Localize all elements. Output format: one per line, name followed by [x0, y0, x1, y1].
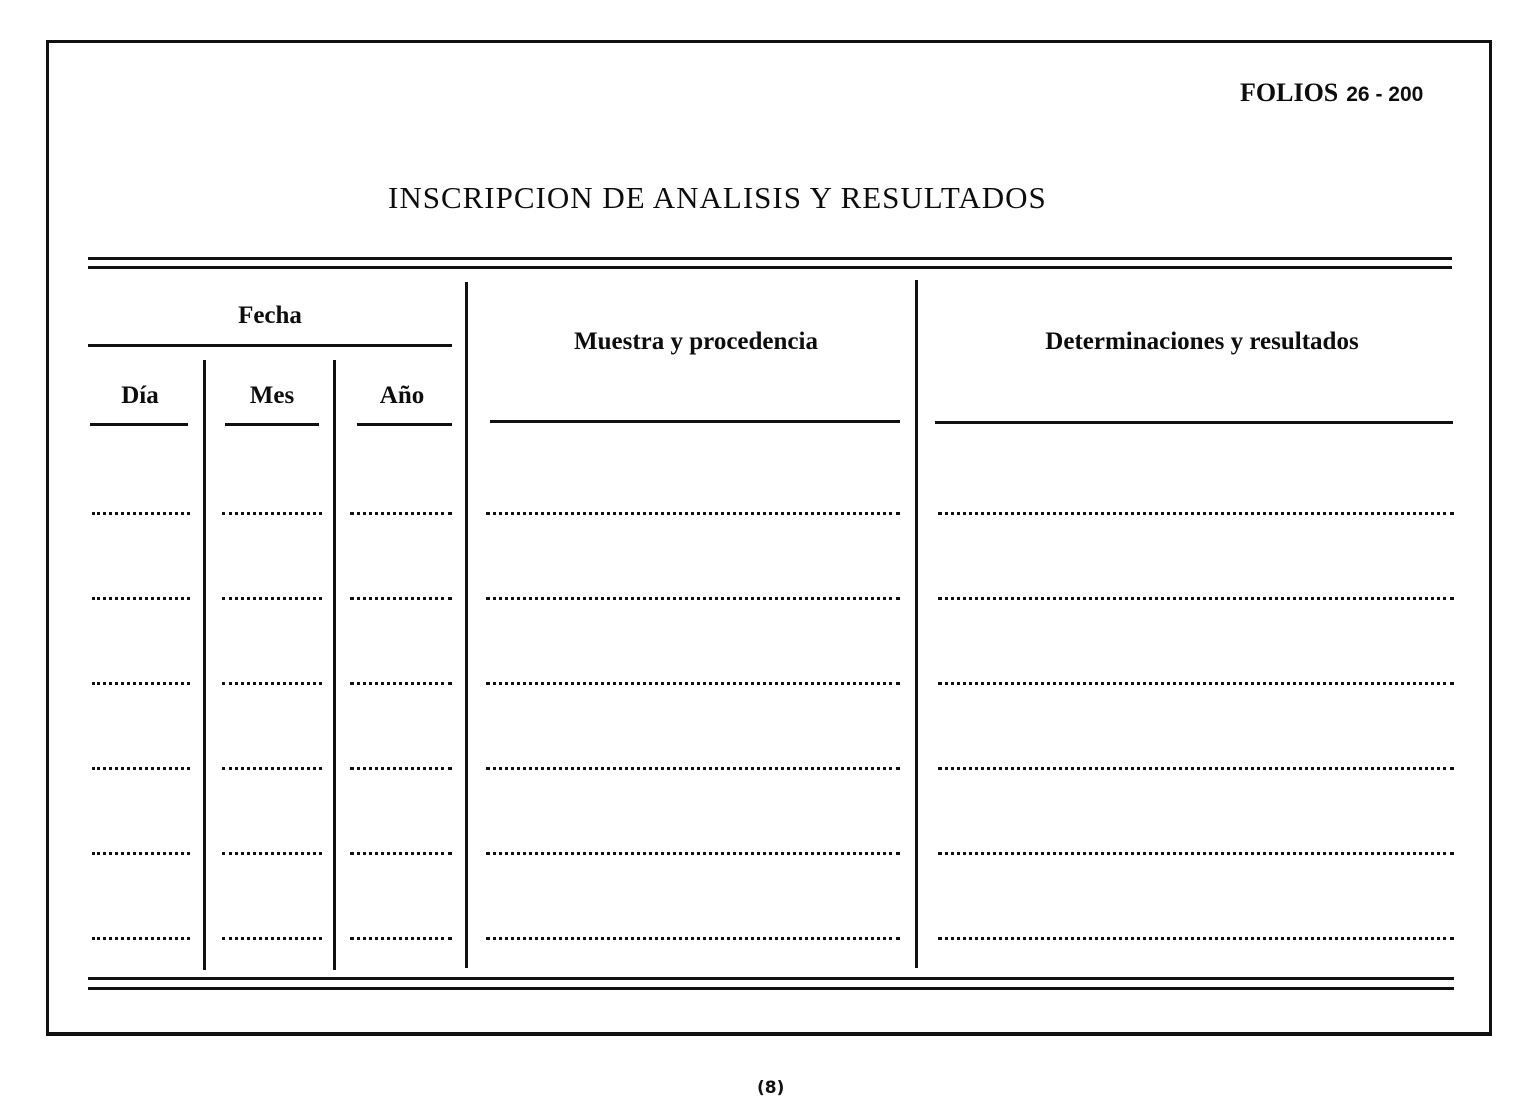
- dotted-line-muestra: [486, 597, 900, 600]
- table-bottom-rule: [88, 977, 1454, 980]
- folios-label: [1240, 78, 1423, 108]
- table-top-rule: [88, 257, 1452, 260]
- dotted-line-mes: [222, 767, 322, 770]
- dotted-line-dia: [92, 767, 190, 770]
- page-title: INSCRIPCION DE ANALISIS Y RESULTADOS: [388, 180, 1047, 215]
- dia-underline: [90, 423, 188, 426]
- dotted-line-muestra: [486, 682, 900, 685]
- dotted-line-determinaciones: [938, 852, 1454, 855]
- dotted-line-dia: [92, 597, 190, 600]
- dotted-line-dia: [92, 937, 190, 940]
- table-top-rule-inner: [88, 266, 1452, 269]
- header-fecha: Fecha: [238, 302, 302, 329]
- dotted-line-dia: [92, 512, 190, 515]
- dotted-line-ano: [350, 597, 452, 600]
- muestra-underline: [490, 420, 900, 423]
- divider-date-sample: [465, 282, 468, 968]
- dotted-line-dia: [92, 682, 190, 685]
- dotted-line-ano: [350, 682, 452, 685]
- header-determinaciones: Determinaciones y resultados: [1045, 328, 1359, 355]
- dotted-line-muestra: [486, 937, 900, 940]
- dotted-line-determinaciones: [938, 767, 1454, 770]
- ano-underline: [357, 423, 452, 426]
- header-muestra: Muestra y procedencia: [574, 328, 818, 355]
- dotted-line-mes: [222, 937, 322, 940]
- dotted-line-ano: [350, 937, 452, 940]
- divider-month-year: [333, 360, 336, 970]
- dotted-line-mes: [222, 682, 322, 685]
- dotted-line-determinaciones: [938, 512, 1454, 515]
- divider-day-month: [203, 360, 206, 970]
- mes-underline: [225, 423, 319, 426]
- page-mark: (8): [757, 1078, 785, 1098]
- dotted-line-muestra: [486, 767, 900, 770]
- dotted-line-ano: [350, 767, 452, 770]
- dotted-line-determinaciones: [938, 682, 1454, 685]
- dotted-line-ano: [350, 852, 452, 855]
- dotted-line-muestra: [486, 512, 900, 515]
- header-ano: Año: [379, 382, 425, 409]
- header-mes: Mes: [249, 382, 295, 409]
- dotted-line-mes: [222, 852, 322, 855]
- table-bottom-rule-inner: [88, 987, 1454, 990]
- dotted-line-dia: [92, 852, 190, 855]
- dotted-line-mes: [222, 597, 322, 600]
- fecha-underline: [88, 344, 452, 347]
- divider-sample-results: [915, 280, 918, 968]
- determinaciones-underline: [935, 421, 1453, 424]
- dotted-line-mes: [222, 512, 322, 515]
- folios-text: FOLIOS: [1240, 78, 1339, 107]
- dotted-line-determinaciones: [938, 937, 1454, 940]
- header-dia: Día: [121, 382, 159, 409]
- dotted-line-ano: [350, 512, 452, 515]
- dotted-line-muestra: [486, 852, 900, 855]
- folios-range: 26 - 200: [1346, 83, 1424, 106]
- dotted-line-determinaciones: [938, 597, 1454, 600]
